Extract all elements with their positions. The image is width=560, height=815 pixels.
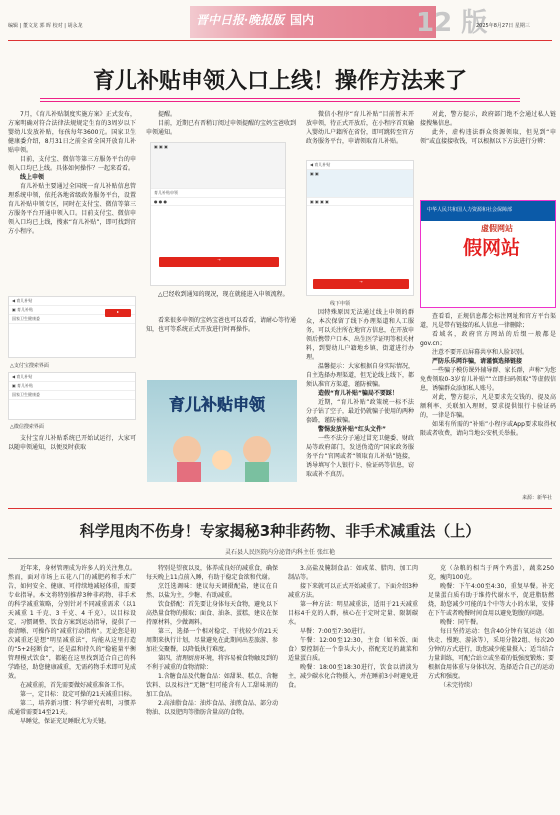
paragraph: 接下来就可以正式开始减重了。下面介绍3种减重方法。: [288, 583, 418, 599]
masthead: 晋中日报·晚报版: [196, 13, 285, 27]
article2-col4: [428, 564, 554, 768]
paragraph: 早餐：7:00至7:30进行。: [300, 628, 369, 635]
section-divider: [8, 508, 552, 509]
phone-button: →: [313, 279, 409, 289]
fake-website-stamp: 假网站: [463, 237, 521, 259]
subheading: 线上申领: [20, 174, 45, 181]
article1-col1: [8, 110, 136, 292]
paragraph: 3.高盐及腌制食品：如咸菜、腊肉、加工肉制品等。: [288, 565, 418, 581]
notification-screenshot: [150, 142, 286, 286]
paragraph: 晚餐：18:00至18:30进行，饮食以清淡为主，减少碳水化合物摄入，并在睡前3小时避免进食。: [288, 664, 418, 689]
article1-col2-caption: [146, 290, 296, 314]
paragraph: 饮食搭配：首先要让身体每天食物，避免以下高热量食物的摄取；面食、油条、蛋糕，建议在保持原材料，少做调料。: [146, 601, 278, 626]
paragraph: 支付宝育儿补贴系统已开始试运行，大家可以随申领通知，以便及时获取: [8, 435, 136, 451]
paragraph: 近年来，身材管理成为许多人的关注焦点。然而，面对市场上五花八门的减肥药和手术广告，如何安全、健康、可持续地减轻体重，需要专业指导。本文将特别推荐3种非药物、非手术的科学减重策略，分别针对不同减重需求（以1天减重 1 千克、3 千克、4 千克），以目标设定、习惯调整、饮食方案到运动指导，提供了一套清晰、可操作的“减重行动指南”。无论您是初次减重还是想“明星减重法”，均能从这里打造的“5+2轻断食”，还是温和持久的“稳能量平衡管理模式饮食”，都能在这里找到适合自己的科学路径，助您健康减重，无需药物手术即可见成效。: [8, 565, 136, 680]
article2-col1: [8, 564, 136, 768]
paragraph: 对此，警方提示，政府部门绝不会通过私人链接搜集信息。: [420, 111, 556, 127]
article1-col3: [306, 110, 414, 158]
fake-website-image: [420, 200, 556, 308]
caption: 线下申领: [330, 301, 351, 307]
paragraph: 查看看，正规信息都会标注网址和官方平台渠道，凡是带有链接的私人信息一律删除；: [420, 313, 556, 329]
phone-row: 国家卫生健康委: [9, 391, 135, 400]
article1-col4-top: [420, 110, 556, 196]
article2-col3: [288, 564, 418, 768]
phone-row: 国家卫生健康委: [9, 315, 135, 324]
paragraph: 在减重前，首先需要做好减重准备工作。: [20, 682, 129, 689]
editor-credit: 编辑 | 董文龙 郭 晖 校对 | 胡永龙: [8, 23, 83, 29]
paragraph: 目前，近期已有晋稍订阅过申领提醒的宝妈宝爸收到申领通知。: [146, 120, 296, 136]
wechat-miniapp-screenshot: [306, 160, 414, 296]
paragraph: 第三，选择一个相对稳定、干扰较少的21天周期来执行计划，尽量避免在此期间出差旅游、参加社交聚餐，以降低执行难度。: [146, 628, 278, 653]
article2-headline[interactable]: 科学甩肉不伤身！专家揭秘3种非药物、非手术减重法（上）: [79, 522, 481, 540]
page-number: 12 版: [416, 8, 488, 38]
paragraph: 第二，培养新习惯：科学研究表明，习惯养成通常需要14至21天。: [8, 700, 136, 716]
poster-title: 育儿补贴申领: [169, 395, 266, 414]
headline-rule: [40, 98, 520, 102]
phone-row: ◀ 育儿补贴: [307, 161, 413, 170]
column-footer: [0, 770, 560, 815]
paragraph: 第四，清理厨房环境，将容易被食物触及到的不利于减重的食物清除：: [146, 655, 278, 671]
paragraph: 晚餐：同午餐。: [440, 619, 483, 626]
paragraph: 看来很多申领的宝妈宝爸也可以看看，请耐心等待通知，也可等系统正式开放进行时再操作。: [146, 317, 296, 333]
phone-button: →: [159, 257, 279, 267]
fake-website-label: 虚假网站: [481, 224, 513, 233]
phone-button: ▸: [105, 309, 131, 317]
phone-row: ◀ 育儿补贴: [9, 297, 135, 306]
paragraph: 因特殊原因无法通过线上申领的群众，本次保留了线下办理渠道和人工服务，可以关注所在地官方信息，在开放申领后携带户口本、出生医学证明等相关材料，到婴幼儿户籍地乡镇、街道进行办理。: [306, 309, 414, 361]
byline-rule: [8, 558, 552, 559]
phone-row: 育儿补贴申领: [151, 189, 285, 198]
article1-col1-tail: [8, 434, 136, 490]
paragraph: 2.高油脂食品：油炸食品、油煎食品、部分动物油、以及肥肉等脂肪含量高的食物。: [146, 700, 278, 716]
phone-row: ▣ 育儿补贴: [9, 382, 135, 391]
paragraph: 午餐：12:00至12:30，主食（如米饭、面食）要控制在一个拳头大小，搭配充足的蔬菜和适量蛋白质。: [288, 637, 418, 662]
paragraph: 克（杂粮的相当于两个鸡蛋），蔬菜250克，瘦肉100克。: [428, 565, 554, 581]
paragraph: 一些不法分子通过冒充卫健委、财政局等政府部门，发送伪造的“国家政务服务平台”官网或者“领取育儿补贴”链接，诱导填写个人银行卡、验证码等信息，窃取或补不真历。: [306, 435, 414, 478]
phone-row: ▣ ▣ ▣ ▣: [307, 198, 413, 206]
fake-site-banner: 中华人民共和国人力资源和社会保障部: [427, 207, 513, 213]
alipay-screenshot: [8, 296, 136, 358]
section-label: 国内: [290, 13, 315, 27]
article1-col2: [146, 110, 296, 138]
header-rule: [8, 40, 552, 41]
paragraph: 育儿补贴主要通过全国统一育儿补贴信息管理系统申领，依托各地省级政务服务平台，设置育儿补贴申领专区，同时在支付宝、微信等第三方服务平台开通申领入口。目前支付宝、微信申领入口均已上线，搜索“育儿补贴”，即可找到官方小程序。: [8, 183, 136, 235]
paragraph: 烹饪选调味：建议每天调摄配盐，建议在自然、以盐为主，少糖、有助减重。: [146, 583, 278, 599]
phone-row: ▣ 育儿补贴: [9, 306, 135, 315]
poster-image: [147, 380, 297, 482]
subheading: 警惕发放补贴“红头文件”: [318, 426, 386, 433]
phone-row: ● ● ●: [151, 198, 285, 206]
paragraph: 早睡觉，保证充足睡眠尤为关键。: [20, 718, 111, 725]
paragraph: 微信小程序“育儿补贴”目前暂未开放申领，待正式开放后，在小程序首页输入婴幼儿户籍所在省份，即可跳转至官方政务服务平台，申请领取育儿补贴。: [306, 111, 414, 145]
subheading: 造假“育儿补贴”骗局不要踩！: [318, 390, 398, 397]
paragraph: 一些骗子模仿课外辅导群、家长群，声称“为您免费领取0-3岁育儿补贴”“立即扫码领取”等虚假信息，诱骗群众添加私人账号。: [420, 367, 556, 392]
wechat-screenshot: [8, 372, 136, 420]
paragraph: 第一种方法：明星减重法，适用于21天减重目标4千克的人群，核心在于定时定量、限制碳水。: [288, 601, 418, 626]
paragraph: 目前，支付宝、微信等第三方服务平台的申领入口均已上线。具体如何操作？一起来看看。: [8, 156, 136, 172]
paragraph: 7月，《育儿补贴制度实施方案》正式发布，方案明确对符合法律法规规定生育的3周岁以下婴幼儿发放补贴，每孩每年3600元。国家卫生健康委介绍，8月31日之前全省全国开放育儿补贴申领。: [8, 111, 136, 154]
article1-col4-bottom: [420, 312, 556, 490]
phone-row: ▣ ▣ ▣: [151, 143, 285, 189]
caption: △支付宝搜索界面: [10, 363, 49, 369]
phone-row: ▣ ▣: [307, 170, 413, 198]
paragraph: 晚餐：下午4:00至4:30，重复早餐。补充足量蛋白质有助于维持代谢水平，促进脂肪燃烧，助您减少可能的1个中等大小的水果，安排在下午或者晚餐时间食用以避免饱腹的问题。: [428, 583, 554, 617]
paragraph: 每日坚持运动：包含40分钟有氧运动（如快走、慢跑、游泳等），采用分散2组、每次20分钟的方式进行，助您减少能量摄入；适当结合力量训练，可配合站立或坐着的低强度锻炼；要根据食用体重与身体状况、选择适合自己的运动方式和强度。: [428, 628, 554, 680]
article2-byline: 灵石县人民医院内分泌肾内科主任 张红艳: [225, 549, 335, 556]
article1-headline[interactable]: 育儿补贴申领入口上线！操作方法来了: [92, 69, 467, 94]
article2-col2: [146, 564, 278, 768]
paragraph: 提醒。: [158, 111, 177, 118]
paragraph: 温馨提示：大家根据自身实际情况，自主选择办理渠道，但无论线上线下，都须认准官方渠道，谨防被骗。: [306, 363, 414, 388]
issue-date: 2025年8月27日 星期三: [476, 23, 530, 29]
caption: △微信搜索界面: [10, 424, 44, 430]
paragraph: 对此，警方提示，凡是要求先交钱的、提及高额利率、关联加入理财，要求提供银行卡验证码的，一律是诈骗。: [420, 394, 556, 419]
paragraph: 如果有所需的“补贴”小程序或App要求取得权限或者收费，请向当地公安机关举报。: [420, 421, 556, 437]
paragraph: 此外，虚构违法群众资源领取，但见到“申领”或直接接收钱，可以根据以下方法进行分辨：: [420, 129, 556, 145]
article1-col3-b: [306, 308, 414, 490]
paragraph: 特别是望夜以及，体养成良好的减重食，确保每天晚上11点前入睡，有助于稳定食欲和代谢。: [146, 565, 278, 581]
article1-source: 来源：新华社: [521, 495, 552, 501]
page-header: [0, 0, 560, 52]
paragraph: 看域名，政府官方网站的后缀一般都是gov.cn；: [420, 331, 556, 347]
paragraph: 1.含糖食品及代糖食品：如甜果、糕点、含糖饮料、以及标注“无糖”但可能含有人工甜味剂的加工食品。: [146, 673, 278, 698]
paragraph: 第一，定目标：设定可操的21天减重目标。: [20, 691, 136, 698]
paragraph: 注意不要开启屏幕共享和人脸识别。: [432, 349, 529, 356]
paragraph: 近期，“育儿补贴”政策统一标不法分子钻了空子，最近仍就骗子使用的两种套路，谨防被骗。: [306, 399, 414, 424]
phone-row: ◀ 育儿补贴: [9, 373, 135, 382]
paragraph: （未完待续）: [440, 682, 477, 689]
caption: △已经收到通知的现况，现在就能进入申领流程。: [158, 291, 289, 298]
subheading: 严防乐乐网诈骗，请谨慎选择链接: [432, 358, 523, 365]
article1-col2-b: [146, 316, 296, 376]
